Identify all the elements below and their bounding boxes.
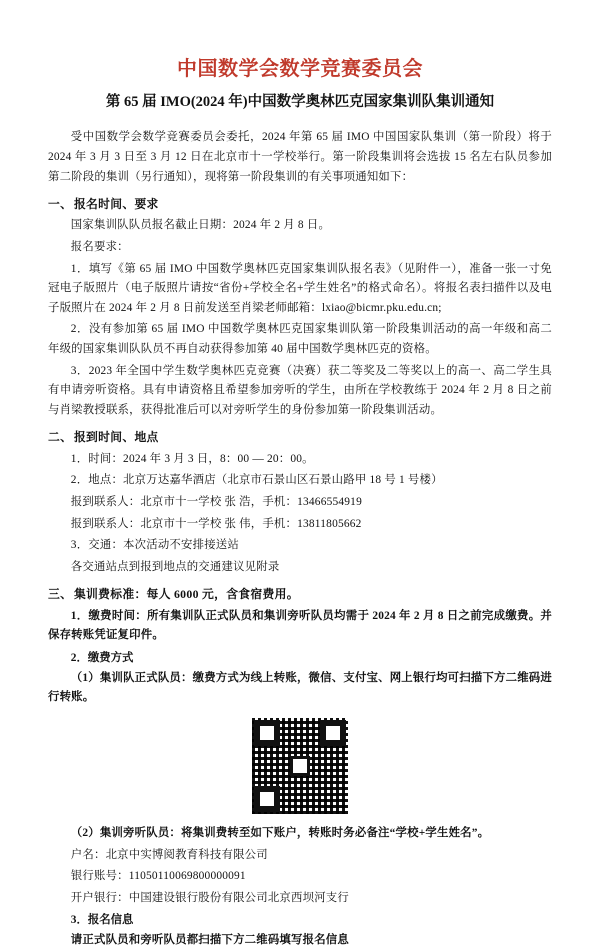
- section-1-item-1: 1．填写《第 65 届 IMO 中国数学奥林匹克国家集训队报名表》（见附件一），准备一张一寸免冠电子版照片（电子版照片请按“省份+学校全名+学生姓名”的格式命名）。将报名表扫描件以及电子版照片在 2024 年 2 月 8 日前发送至肖梁老师邮箱：lxiao@bicmr.pku.edu.cn;: [48, 262, 552, 314]
- section-3-item-1: 1．缴费时间：所有集训队正式队员和集训旁听队员均需于 2024 年 2 月 8 日之前完成缴费。并保存转账凭证复印件。: [48, 609, 552, 642]
- section-2-contact-2: 报到联系人：北京市十一学校 张 伟，手机：13811805662: [70, 517, 362, 530]
- section-3-heading: [48, 584, 552, 605]
- intro-paragraph: 受中国数学会数学竞赛委员会委托，2024 年第 65 届 IMO 中国国家队集训（第一阶段）将于 2024 年 3 月 3 日至 3 月 12 日在北京市十一学校举行。第一阶段集训将会选拔 15 名左右队员参加第二阶段的集训（另行通知），现将第一阶段集训的有关事项通知如下：: [48, 131, 552, 183]
- qr-code-payment-wrap: [48, 716, 552, 816]
- qr-code-icon[interactable]: [250, 716, 350, 816]
- section-2-contact-1: 报到联系人：北京市十一学校 张 浩，手机：13466554919: [70, 495, 362, 508]
- qr-alignment-center: [290, 756, 310, 776]
- section-3-subheading-registration: 3．报名信息: [70, 914, 134, 927]
- section-2-number: 二、: [48, 430, 73, 445]
- section-1-line-1: 国家集训队队员报名截止日期：2024 年 2 月 8 日。: [70, 219, 331, 232]
- section-3-subheading-payment: 2．缴费方式: [70, 651, 134, 664]
- section-1-number: 一、: [48, 197, 73, 212]
- section-2-item-2: 2．地点：北京万达嘉华酒店（北京市石景山区石景山路甲 18 号 1 号楼）: [70, 474, 443, 487]
- section-3-sub-note: 请正式队员和旁听队员都扫描下方二维码填写报名信息: [70, 934, 349, 947]
- section-1-title: 报名时间、要求: [73, 197, 159, 212]
- page-title: 中国数学会数学竞赛委员会: [177, 58, 423, 80]
- qr-finder-bottom-left: [254, 786, 280, 812]
- section-1-line-2: 报名要求：: [70, 240, 129, 253]
- account-name-line: 户名：北京中实博阅教育科技有限公司: [70, 848, 268, 861]
- section-2-item-1: 1．时间：2024 年 3 月 3 日，8：00 — 20：00。: [70, 452, 314, 465]
- section-1-heading: [48, 194, 552, 215]
- section-1-item-3: 3．2023 年全国中学生数学奥林匹克竞赛（决赛）获二等奖及二等奖以上的高一、高二学生具有申请旁听资格。具有申请资格且希望参加旁听的学生，由所在学校教练于 2024 年 2 月 8 日之前与肖梁教授联系，获得批准后可以对旁听学生的身份参加第一阶段集训活动。: [48, 364, 552, 416]
- section-2-item-4: 各交通站点到报到地点的交通建议见附录: [70, 560, 280, 573]
- section-3-title: 集训费标准：每人 6000 元，含食宿费用。: [73, 587, 299, 602]
- section-3-number: 三、: [48, 587, 73, 602]
- page-subtitle: 第 65 届 IMO(2024 年)中国数学奥林匹克国家集训队集训通知: [105, 94, 495, 110]
- section-2-heading: [48, 427, 552, 448]
- section-1-item-2: 2．没有参加第 65 届 IMO 中国数学奥林匹克国家集训队第一阶段集训活动的高一年级和高二年级的国家集训队队员不再自动获得参加第 40 届中国数学奥林匹克的资格。: [48, 323, 552, 356]
- account-bank-line: 开户银行：中国建设银行股份有限公司北京西坝河支行: [70, 891, 349, 904]
- section-3-sub-item-2: （2）集训旁听队员：将集训费转至如下账户，转账时务必备注“学校+学生姓名”。: [70, 826, 490, 839]
- section-3-sub-item-1: （1）集训队正式队员：缴费方式为线上转账，微信、支付宝、网上银行均可扫描下方二维码进行转账。: [48, 671, 552, 704]
- section-2-item-3: 3．交通：本次活动不安排接送站: [70, 539, 239, 552]
- section-2-title: 报到时间、地点: [73, 430, 159, 445]
- account-number-line: 银行账号：11050110069800000091: [70, 870, 246, 883]
